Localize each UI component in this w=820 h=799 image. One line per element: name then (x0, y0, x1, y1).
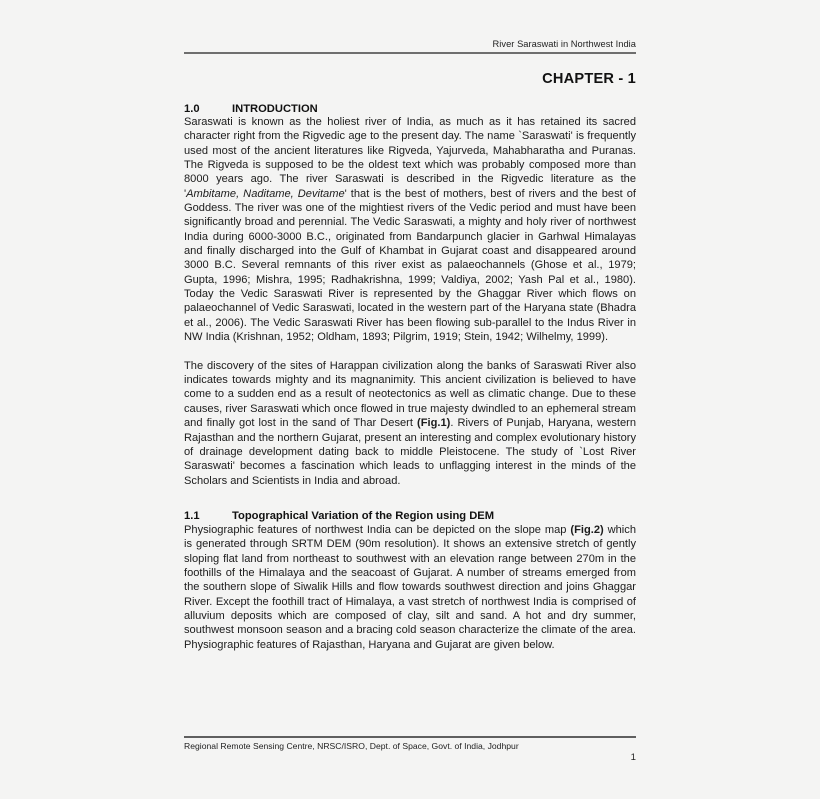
page-footer (184, 736, 636, 752)
section-heading-topography (184, 510, 636, 522)
running-header (184, 0, 636, 54)
section-title-intro: INTRODUCTION (232, 103, 318, 115)
intro-paragraph-2-text-a: The discovery of the sites of Harappan civilization along the banks of Saraswati River also indicates towards mighty and its magnanimity. This ancient civilization is believed to have come to a sudden end as a result of neotectonics as well as climatic change. Due to these causes, river Saraswati which once flowed in true majesty dwindled to an ephemeral stream and finally got lost in the sand of Thar Desert (184, 359, 636, 430)
section-heading-intro (184, 103, 636, 115)
running-header-text: River Saraswati in Northwest India (492, 39, 636, 49)
topography-paragraph (184, 523, 636, 652)
figure-reference-1: (Fig.1) (417, 417, 451, 430)
figure-reference-2: (Fig.2) (570, 523, 604, 536)
intro-paragraph-1-text-b: ' that is the best of mothers, best of rivers and the best of Goddess. The river was one of the mightiest rivers of the Vedic period and must have been significantly broad and perennial. The Vedic Saraswati, a mighty and holy river of northwest India during 6000-3000 B.C., originated from Bandarpunch glacier in Garhwal Himalayas and finally discharged into the Gulf of Khambat in Gujarat coast and disappeared around 3000 B.C. Several remnants of this river exist as palaeochannels (Ghose et al., 1979; Gupta, 1996; Mishra, 1995; Radhakrishna, 1999; Valdiya, 2002; Yash Pal et al., 1980). Today the Vedic Saraswati River is represented by the Ghaggar River which flows on palaeochannel of Vedic Saraswati, located in the western part of the Haryana state (Bhadra et al., 2006). The Vedic Saraswati River has been flowing sub-parallel to the Indus River in NW India (Krishnan, 1952; Oldham, 1893; Pilgrim, 1919; Stein, 1942; Wilhelmy, 1999). (184, 187, 636, 344)
topography-paragraph-text-b: which is generated through SRTM DEM (90m resolution). It shows an extensive stretch of gently sloping flat land from northeast to southwest with an elevation range between 270m in the foothills of the Himalaya and the seacoast of Gujarat. A number of streams emerged from the southern slope of Siwalik Hills and flow towards southwest direction and joins Ghaggar River. Except the foothill tract of Himalaya, a vast stretch of northwest India is comprised of alluvium deposits which are composed of clay, silt and sand. A hot and dry summer, southwest monsoon season and a bracing cold season characterize the climate of the area. Physiographic features of Rajasthan, Haryana and Gujarat are given below. (184, 523, 636, 651)
page-number: 1 (630, 752, 636, 763)
section-title-topography: Topographical Variation of the Region using DEM (232, 509, 495, 522)
intro-paragraph-1-text-a: Saraswati is known as the holiest river of India, as much as it has retained its sacred character right from the Rigvedic age to the present day. The name `Saraswati' is frequently used most of the ancient literatures like Rigveda, Yajurveda, Mahabharatha and Puranas. The Rigveda is supposed to be the oldest text which was probably composed more than 8000 years ago. The river Saraswati is described in the Rigvedic literature as the ' (184, 116, 636, 200)
chapter-title: CHAPTER - 1 (542, 71, 636, 87)
header-divider (184, 52, 636, 54)
footer-divider (184, 736, 636, 738)
section-number-topography: 1.1 (184, 509, 200, 522)
topography-paragraph-text-a: Physiographic features of northwest India can be depicted on the slope map (184, 523, 571, 536)
section-number-intro: 1.0 (184, 103, 200, 115)
intro-paragraph-1-italic-phrase: Ambitame, Naditame, Devitame (186, 187, 345, 200)
intro-paragraph-2 (184, 359, 636, 488)
footer-affiliation: Regional Remote Sensing Centre, NRSC/ISRO, Dept. of Space, Govt. of India, Jodhpur (184, 741, 519, 751)
page-content (184, 0, 636, 652)
intro-paragraph-2-text-b: . Rivers of Punjab, Haryana, western Rajasthan and the northern Gujarat, present an interesting and complex evolutionary history of drainage development dating back to middle Pleistocene. The study of `Lost River Saraswati' becomes a fascination which leads to unflagging interest in the minds of the Scholars and Scientists in India and abroad. (184, 417, 636, 487)
intro-paragraph-1 (184, 115, 636, 345)
